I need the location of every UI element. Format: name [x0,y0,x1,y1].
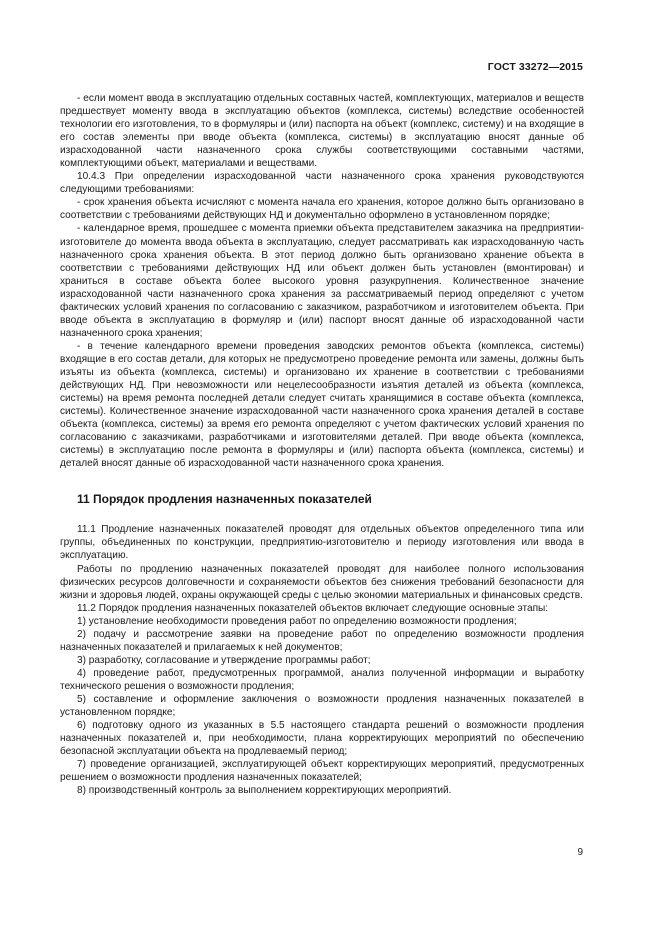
paragraph: - если момент ввода в эксплуатацию отдельных составных частей, комплектующих, материалов и веществ предшествует моменту ввода в эксплуатацию объектов (комплекса, системы) вследствие особенностей технологии его изготовления, то в формуляры и (или) паспорта на объект (комплекс, систему) и на входящие в его состав элементы при вводе объекта (комплекса, системы) в эксплуатацию вносят данные об израсходованной части назначенного срока службы соответствующими составными частями, комплектующими объект, материалами и веществами. [60,93,584,170]
paragraph: Работы по продлению назначенных показателей проводят для наиболее полного использования физических ресурсов долговечности и сохраняемости объектов без снижения требований безопасности для жизни и здоровья людей, охраны окружающей среды с целью экономии материальных и финансовых средств. [60,563,584,601]
section-heading: 11 Порядок продления назначенных показателей [77,492,372,507]
list-item: 2) подачу и рассмотрение заявки на проведение работ по определению возможности продления назначенных показателей и прилагаемых к ней документов; [60,628,584,653]
paragraph: - в течение календарного времени проведения заводских ремонтов объекта (комплекса, системы) входящие в его состав детали, для которых не предусмотрено проведение ремонта или замены, должны быть изъяты из объекта (комплекса, системы) и организовано их хранение в соответствии с требованиями действующих НД. При невозможности или нецелесообразности изъятия деталей из объекта (комплекса, системы) на время ремонта последней детали следует считать хранящимися в составе объекта (комплекса, системы). Количественное значение израсходованной части назначенного срока хранения деталей в составе объекта (комплекса, системы) за время его ремонта определяют с учетом фактических условий хранения по согласованию с заказчиками, разработчиками и изготовителями деталей. При вводе объекта (комплекса, системы) в эксплуатацию после ремонта в формуляры и (или) паспорта объекта (комплекса, системы) и деталей вносят данные об израсходованной части назначенного срока хранения. [60,340,584,470]
paragraph: 10.4.3 При определении израсходованной части назначенного срока хранения руководствуются следующими требованиями: [60,171,584,196]
standard-header: ГОСТ 33272—2015 [487,61,583,73]
list-item: 6) подготовку одного из указанных в 5.5 настоящего стандарта решений о возможности продления назначенных показателей и, при необходимости, плана корректирующих мероприятий по обеспечению безопасной эксплуатации объекта на продлеваемый период; [60,720,584,758]
list-item: 4) проведение работ, предусмотренных программой, анализ полученной информации и выработку технического решения о возможности продления; [60,667,584,692]
list-item: 5) составление и оформление заключения о возможности продления назначенных показателей в установленном порядке; [60,693,584,719]
list-item: 8) производственный контроль за выполнением корректирующих мероприятий. [77,785,452,797]
page-number: 9 [577,847,583,858]
list-item: 3) разработку, согласование и утверждение программы работ; [77,654,371,666]
paragraph: 11.2 Порядок продления назначенных показателей объектов включает следующие основные этапы: [77,602,549,614]
list-item: 7) проведение организацией, эксплуатирующей объект корректирующих мероприятий, предусмотренных решением о возможности продления назначенных показателей; [60,759,584,784]
list-item: 1) установление необходимости проведения работ по определению возможности продления; [77,615,517,627]
paragraph: 11.1 Продление назначенных показателей проводят для отдельных объектов определенного типа или группы, объединенных по конструкции, предприятию-изготовителю и периоду изготовления или ввода в эксплуатацию. [60,524,584,562]
paragraph: - календарное время, прошедшее с момента приемки объекта представителем заказчика на предприятии-изготовителе до момента ввода объекта в эксплуатацию, следует рассматривать как израсходованную часть назначенного срока хранения объекта. В этот период должно быть организовано хранение объекта в соответствии с требованиями действующих НД или объект должен быть установлен (вмонтирован) и храниться в составе объекта более высокого уровня разукрупнения. Количественное значение израсходованной части назначенного срока хранения за рассматриваемый период определяют с учетом фактических условий хранения по согласованию с заказчиком, разработчиком и изготовителем объекта. При вводе объекта в эксплуатацию в формуляр и (или) паспорт вносят данные об израсходованной части назначенного срока хранения; [60,223,584,339]
paragraph: - срок хранения объекта исчисляют с момента начала его хранения, которое должно быть организовано в соответствии с требованиями действующих НД и документально оформлено в установленном порядке; [60,197,584,222]
document-body [60,92,584,797]
